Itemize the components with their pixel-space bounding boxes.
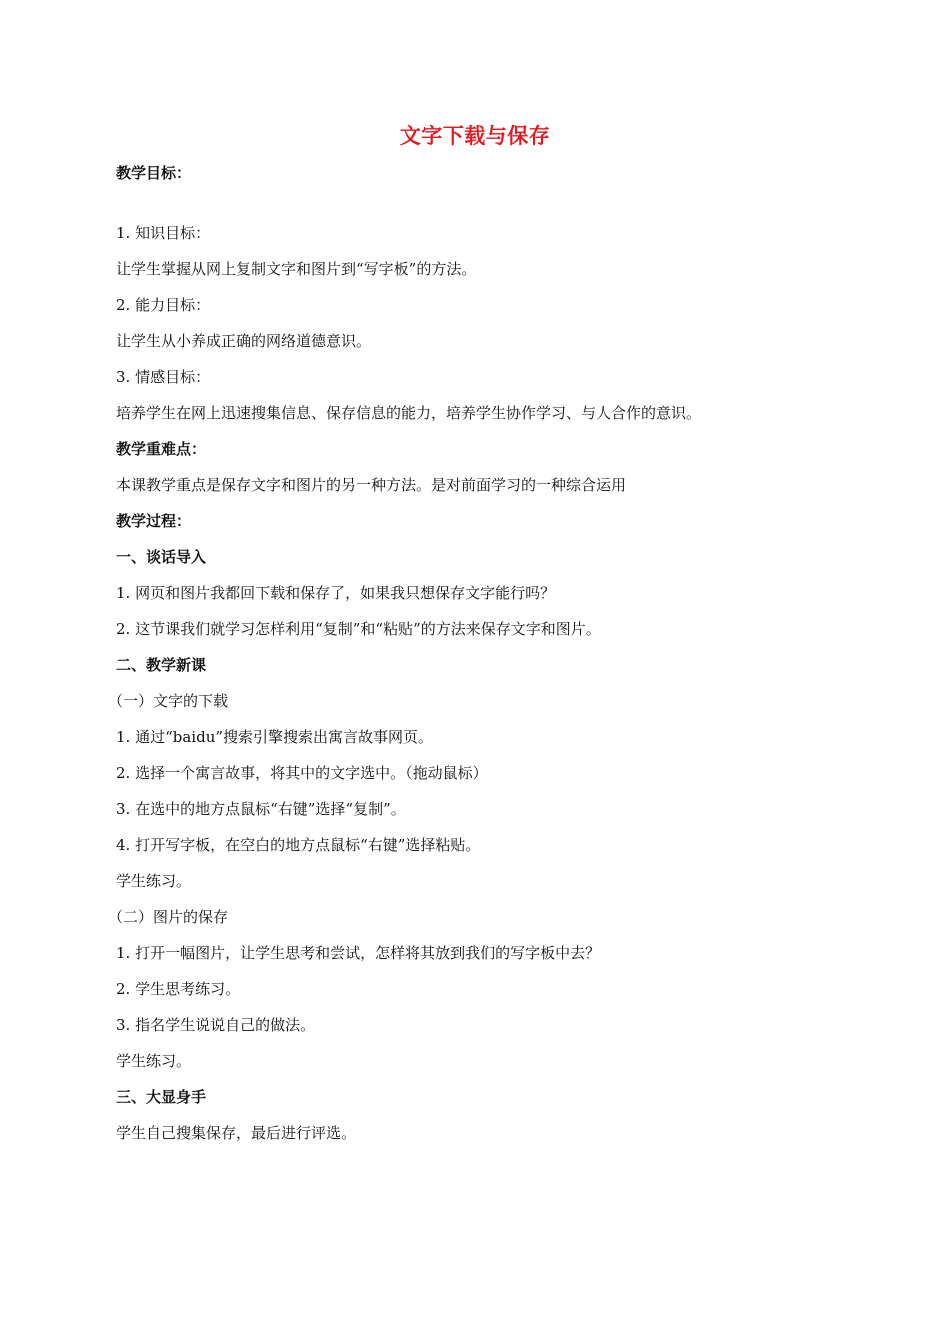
paragraph-line: 3. 指名学生说说自己的做法。 <box>116 1016 316 1034</box>
paragraph-line: 让学生掌握从网上复制文字和图片到“写字板”的方法。 <box>116 260 477 278</box>
heading-section-3: 三、大显身手 <box>116 1088 207 1106</box>
subheading-text-download: （一）文字的下载 <box>108 692 229 710</box>
paragraph-line: 1. 知识目标： <box>116 224 211 242</box>
subheading-image-save: （二）图片的保存 <box>108 908 229 926</box>
paragraph-line: 本课教学重点是保存文字和图片的另一种方法。是对前面学习的一种综合运用 <box>116 476 627 494</box>
paragraph-line: 2. 能力目标： <box>116 296 211 314</box>
heading-teaching-process: 教学过程： <box>116 512 192 530</box>
paragraph-line: 2. 这节课我们就学习怎样利用“复制”和“粘贴”的方法来保存文字和图片。 <box>116 620 601 638</box>
paragraph-line: 2. 选择一个寓言故事，将其中的文字选中。（拖动鼠标） <box>116 764 488 782</box>
paragraph-line: 学生练习。 <box>116 872 192 890</box>
heading-section-1: 一、谈话导入 <box>116 548 207 566</box>
paragraph-line: 培养学生在网上迅速搜集信息、保存信息的能力，培养学生协作学习、与人合作的意识。 <box>116 404 702 422</box>
paragraph-line: 3. 情感目标： <box>116 368 211 386</box>
paragraph-line: 让学生从小养成正确的网络道德意识。 <box>116 332 372 350</box>
heading-section-2: 二、教学新课 <box>116 656 207 674</box>
paragraph-line: 4. 打开写字板，在空白的地方点鼠标“右键”选择粘贴。 <box>116 836 481 854</box>
heading-key-points: 教学重难点： <box>116 440 207 458</box>
paragraph-line: 1. 打开一幅图片，让学生思考和尝试，怎样将其放到我们的写字板中去？ <box>116 944 601 962</box>
paragraph-line: 3. 在选中的地方点鼠标“右键”选择“复制”。 <box>116 800 406 818</box>
paragraph-line: 1. 通过“baidu”搜索引擎搜索出寓言故事网页。 <box>116 728 434 746</box>
paragraph-line: 1. 网页和图片我都回下载和保存了，如果我只想保存文字能行吗？ <box>116 584 556 602</box>
heading-teaching-goals: 教学目标： <box>116 164 192 182</box>
document-title: 文字下载与保存 <box>399 124 551 148</box>
paragraph-line: 学生练习。 <box>116 1052 192 1070</box>
paragraph-line: 2. 学生思考练习。 <box>116 980 241 998</box>
paragraph-line: 学生自己搜集保存，最后进行评选。 <box>116 1124 357 1142</box>
